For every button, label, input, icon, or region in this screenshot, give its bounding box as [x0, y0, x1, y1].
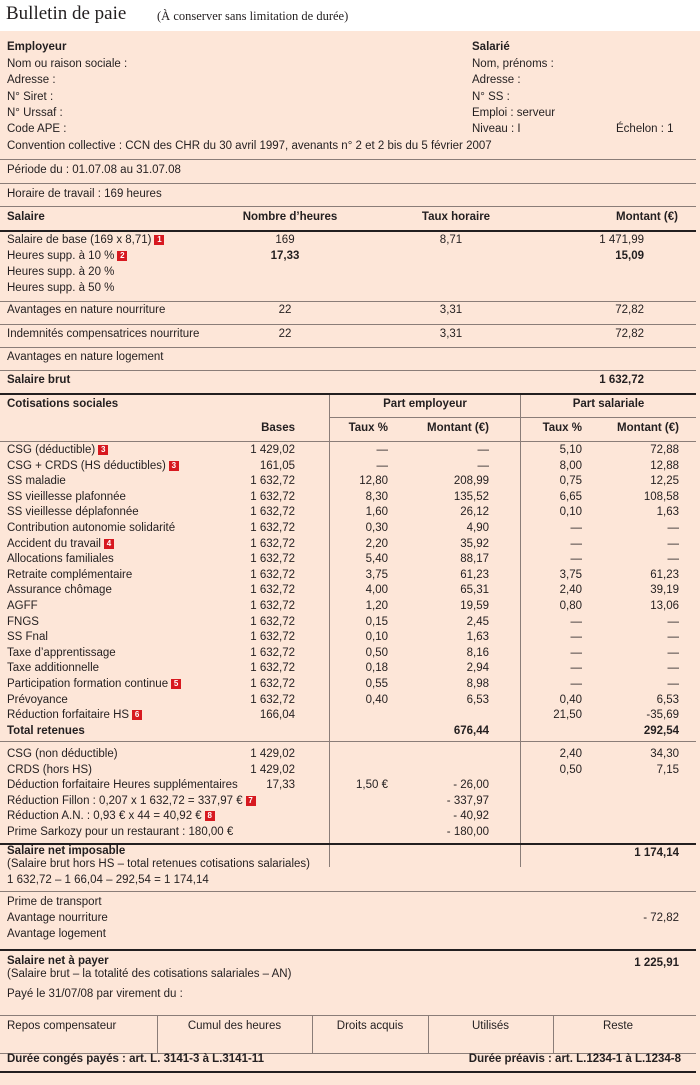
- avantage-logement: Avantage logement: [7, 928, 106, 940]
- cotisation-label-text: Participation formation continue: [7, 678, 169, 690]
- cotisation-row: [0, 678, 700, 694]
- footnote-badge-8: 8: [205, 811, 215, 821]
- employer-rate: —: [376, 444, 388, 456]
- page-title: Bulletin de paie: [6, 3, 127, 24]
- divider: [0, 206, 696, 207]
- employer-amount: 35,92: [460, 537, 489, 550]
- divider: [0, 347, 696, 348]
- cotisation-base: 1 632,72: [250, 662, 295, 675]
- page-subtitle: (À conserver sans limitation de durée): [157, 9, 349, 23]
- employer-rate: 0,18: [365, 662, 388, 675]
- convention-collective: Convention collective : CCN des CHR du 30 avril 1997, avenants n° 2 et 2 bis du 5 février 2007: [7, 140, 492, 152]
- total-employer: 676,44: [453, 725, 489, 737]
- employer-amount: 208,99: [453, 475, 489, 488]
- cotisation-base: 17,33: [266, 779, 295, 792]
- footnote-badge-5: 5: [171, 679, 181, 689]
- repos-label: Repos compensateur: [7, 1020, 117, 1032]
- employee-amount: —: [667, 631, 679, 644]
- nourriture-row: [0, 304, 700, 320]
- employee-rate: 0,50: [559, 763, 582, 776]
- cotisation-label-text: Allocations familiales: [7, 553, 114, 566]
- salaire-heading: Salaire: [7, 211, 45, 223]
- periode: Période du : 01.07.08 au 31.07.08: [7, 164, 181, 176]
- employee-rate: —: [570, 678, 582, 690]
- cotisation-label: [7, 569, 132, 581]
- cotisation-label-text: Contribution autonomie solidarité: [7, 522, 176, 534]
- net-payer-amount: 1 225,91: [634, 957, 679, 969]
- divider: [0, 741, 696, 742]
- cotisation-label-text: Taxe d’apprentissage: [7, 646, 116, 659]
- bases-heading: Bases: [261, 422, 295, 434]
- employee-rate: 21,50: [553, 709, 582, 722]
- employee-rate: —: [570, 631, 582, 644]
- cotisation-label-text: CSG (déductible): [7, 444, 96, 456]
- cotisation-label: [7, 616, 39, 628]
- salaire-label: [7, 282, 114, 294]
- divider: [0, 370, 696, 371]
- employee-amount: -35,69: [646, 709, 679, 722]
- employee-amount: —: [667, 615, 679, 628]
- cotisation-row: [0, 810, 700, 826]
- employee-rate: —: [570, 615, 582, 628]
- cotisation-label: [7, 748, 118, 760]
- cotisation-label-text: SS vieillesse plafonnée: [7, 490, 126, 503]
- employer-amount: 6,53: [466, 693, 489, 706]
- cotisation-base: 1 429,02: [250, 748, 295, 760]
- employee-amount: 108,58: [643, 490, 679, 503]
- salaire-label: [7, 266, 114, 278]
- employer-amount: 88,17: [460, 553, 489, 566]
- employer-rate: 0,50: [365, 646, 388, 659]
- footnote-badge-3: 3: [169, 461, 179, 471]
- employee-amount: 72,88: [650, 444, 679, 456]
- cotisation-label: [7, 810, 215, 822]
- salaire-row: [0, 266, 700, 282]
- cotisation-base: 1 632,72: [250, 600, 295, 612]
- employee-amount: —: [667, 522, 679, 534]
- employee-amount: 7,15: [656, 763, 679, 776]
- footnote-badge-6: 6: [132, 710, 142, 720]
- cotisation-row: [0, 616, 700, 632]
- cotisation-label-text: Réduction Fillon : 0,207 x 1 632,72 = 337,97 €: [7, 794, 243, 807]
- employee-job: Emploi : serveur: [472, 107, 556, 119]
- cotisation-label-text: Assurance chômage: [7, 584, 112, 597]
- cotisation-base: 1 632,72: [250, 615, 295, 628]
- employer-amount: 8,98: [466, 678, 489, 690]
- cotisation-base: 1 632,72: [250, 506, 295, 519]
- hours-heading: Nombre d’heures: [242, 211, 338, 223]
- repos-reste-heading: Reste: [602, 1020, 634, 1032]
- payslip-sheet: [0, 31, 700, 1085]
- cotisation-label-text: Retraite complémentaire: [7, 568, 133, 581]
- cotisation-base: 1 632,72: [250, 522, 295, 534]
- employer-amount: - 26,00: [453, 779, 489, 792]
- cotisation-label: [7, 522, 175, 534]
- brut-label: Salaire brut: [7, 374, 71, 386]
- employer-amount: 61,23: [460, 568, 489, 581]
- employer-amount: 2,94: [466, 662, 489, 675]
- total-employee: 292,54: [643, 725, 679, 737]
- employer-rate: 3,75: [365, 568, 388, 581]
- cotisation-row: [0, 795, 700, 811]
- cotisation-label: [7, 694, 68, 706]
- employee-rate: 2,40: [559, 748, 582, 760]
- employer-ape: Code APE :: [7, 123, 67, 135]
- employee-amount: 1,63: [656, 506, 679, 519]
- divider: [0, 1071, 696, 1073]
- salaire-hours: 17,33: [270, 250, 300, 262]
- employee-amount: —: [667, 537, 679, 550]
- footnote-badge-2: 2: [117, 251, 127, 261]
- employer-amount: - 180,00: [446, 826, 489, 838]
- indemnites-amount: 72,82: [615, 328, 644, 340]
- divider: [0, 949, 696, 951]
- salaire-row: [0, 250, 700, 266]
- cotisation-base: 1 632,72: [250, 631, 295, 644]
- divider: [0, 891, 696, 892]
- footnote-badge-4: 4: [104, 539, 114, 549]
- indemnites-label: Indemnités compensatrices nourriture: [7, 328, 200, 340]
- employee-rate: 0,80: [559, 600, 582, 612]
- salaire-amount: 1 471,99: [599, 234, 644, 246]
- cotisation-row: [0, 460, 700, 476]
- cotisation-row: [0, 826, 700, 842]
- repos-droits-heading: Droits acquis: [336, 1020, 404, 1032]
- cotisation-label: [7, 826, 233, 838]
- salaire-rate: 8,71: [439, 234, 463, 246]
- logement-label: Avantages en nature logement: [7, 351, 164, 363]
- employee-amount: 13,06: [650, 600, 679, 612]
- employer-amount: —: [477, 444, 489, 456]
- employee-rate: 2,40: [559, 584, 582, 597]
- repos-cumul-heading: Cumul des heures: [187, 1020, 282, 1032]
- salaire-label-text: Heures supp. à 50 %: [7, 282, 115, 294]
- employee-amount: —: [667, 646, 679, 659]
- cotisation-label: [7, 779, 238, 791]
- footnote-badge-3: 3: [98, 445, 108, 455]
- employee-amount: —: [667, 662, 679, 675]
- divider: [330, 417, 696, 418]
- employee-rate: 5,10: [559, 444, 582, 456]
- employee-heading: Salarié: [472, 41, 510, 53]
- cotisation-base: 1 429,02: [250, 444, 295, 456]
- employee-amount-heading: Montant (€): [617, 422, 679, 434]
- cotisation-label-text: SS vieillesse déplafonnée: [7, 506, 139, 519]
- cotisation-label-text: SS maladie: [7, 475, 66, 488]
- footnote-badge-7: 7: [246, 796, 256, 806]
- salaire-label: [7, 234, 164, 246]
- nourriture-amount: 72,82: [615, 304, 644, 316]
- cotisation-label: [7, 600, 38, 612]
- divider: [0, 393, 696, 395]
- cotisation-row: [0, 444, 700, 460]
- repos-utilises-heading: Utilisés: [471, 1020, 510, 1032]
- divider: [0, 441, 696, 442]
- prime-transport: Prime de transport: [7, 896, 102, 908]
- employer-name: Nom ou raison sociale :: [7, 58, 128, 70]
- employee-rate: 8,00: [559, 459, 582, 472]
- salaire-label-text: Heures supp. à 10 %: [7, 250, 115, 262]
- cotisation-row: [0, 506, 700, 522]
- employee-level: Niveau : I: [472, 123, 521, 135]
- employee-rate: 6,65: [559, 490, 582, 503]
- indemnites-rate: 3,31: [439, 328, 463, 340]
- employer-urssaf: N° Urssaf :: [7, 107, 63, 119]
- cotisation-label: [7, 460, 179, 472]
- cotisation-label-text: CSG (non déductible): [7, 748, 118, 760]
- cotisation-label-text: Réduction forfaitaire HS: [7, 709, 130, 722]
- cotisation-label: [7, 538, 114, 550]
- employer-rate: 0,40: [365, 693, 388, 706]
- employee-ss: N° SS :: [472, 91, 510, 103]
- cotisation-label-text: Déduction forfaitaire Heures supplémentaires: [7, 779, 238, 792]
- cotisation-label-text: Taxe additionnelle: [7, 662, 100, 675]
- avantage-nourriture: Avantage nourriture: [7, 912, 108, 924]
- divider: [0, 159, 696, 160]
- employer-amount: 19,59: [460, 600, 489, 612]
- nourriture-label: Avantages en nature nourriture: [7, 304, 166, 316]
- employer-amount: - 337,97: [446, 794, 489, 807]
- cotisation-row: [0, 779, 700, 795]
- nourriture-hours: 22: [278, 304, 292, 316]
- cotisation-label: [7, 491, 126, 503]
- salaire-hours: 169: [275, 234, 295, 246]
- employer-rate: 0,10: [365, 631, 388, 644]
- total-row: [0, 725, 700, 741]
- employer-amount: 4,90: [466, 522, 489, 534]
- cotisation-base: 1 632,72: [250, 553, 295, 566]
- employee-rate: —: [570, 522, 582, 534]
- cotisation-row: [0, 662, 700, 678]
- cotisation-label-text: Prévoyance: [7, 693, 68, 706]
- employee-rate: —: [570, 646, 582, 659]
- cotisation-label-text: CSG + CRDS (HS déductibles): [7, 459, 166, 472]
- employee-rate: —: [570, 553, 582, 566]
- cotisation-row: [0, 600, 700, 616]
- indemnites-hours: 22: [278, 328, 292, 340]
- cotisation-row: [0, 764, 700, 780]
- employee-amount: 12,88: [650, 459, 679, 472]
- employer-amount-heading: Montant (€): [427, 422, 489, 434]
- employee-address: Adresse :: [472, 74, 521, 86]
- brut-amount: 1 632,72: [599, 374, 644, 386]
- avantage-nourriture-amount: - 72,82: [643, 912, 679, 924]
- cotisation-label: [7, 444, 108, 456]
- employer-amount: 1,63: [466, 631, 489, 644]
- employer-rate: 0,30: [365, 522, 388, 534]
- divider: [0, 301, 696, 302]
- nourriture-rate: 3,31: [439, 304, 463, 316]
- amount-heading: Montant (€): [616, 211, 678, 223]
- employer-rate: 0,55: [365, 678, 388, 690]
- employee-rate: —: [570, 662, 582, 675]
- employer-rate-heading: Taux %: [348, 422, 388, 434]
- employer-rate: 12,80: [359, 475, 388, 488]
- employee-rate: 3,75: [559, 568, 582, 581]
- divider: [0, 1015, 696, 1016]
- employer-rate: 1,60: [365, 506, 388, 519]
- cotisation-row: [0, 631, 700, 647]
- cotisation-label: [7, 647, 116, 659]
- cotisation-base: 1 632,72: [250, 475, 295, 488]
- net-imposable-formula: (Salaire brut hors HS – total retenues cotisations salariales): [7, 858, 310, 870]
- brut-row: [0, 374, 700, 390]
- cotisation-label: [7, 795, 256, 807]
- employer-siret: N° Siret :: [7, 91, 54, 103]
- cotisation-base: 166,04: [259, 709, 295, 722]
- cotisation-base: 1 429,02: [250, 763, 295, 776]
- employee-rate: 0,75: [559, 475, 582, 488]
- part-employeur-heading: Part employeur: [383, 398, 467, 410]
- cotisation-label: [7, 475, 66, 487]
- logement-row: [0, 351, 700, 367]
- employer-amount: 8,16: [466, 646, 489, 659]
- employee-amount: 12,25: [650, 475, 679, 488]
- employer-rate: 2,20: [365, 537, 388, 550]
- employer-rate: 1,20: [365, 600, 388, 612]
- cotisation-label: [7, 553, 114, 565]
- cotisation-row: [0, 553, 700, 569]
- employer-amount: 26,12: [460, 506, 489, 519]
- divider: [0, 324, 696, 325]
- salaire-label-text: Heures supp. à 20 %: [7, 266, 115, 278]
- net-imposable-calc: 1 632,72 – 1 66,04 – 292,54 = 1 174,14: [7, 874, 209, 886]
- employer-amount: 135,52: [453, 490, 489, 503]
- cotisation-label: [7, 764, 92, 776]
- cotisation-label: [7, 678, 181, 690]
- cotisation-label-text: CRDS (hors HS): [7, 763, 92, 776]
- footnote-badge-1: 1: [154, 235, 164, 245]
- cotisation-label: [7, 631, 48, 643]
- cotisation-label-text: Réduction A.N. : 0,93 € x 44 = 40,92 €: [7, 810, 202, 823]
- employee-rate: 0,10: [559, 506, 582, 519]
- cotisation-base: 1 632,72: [250, 584, 295, 597]
- cotisation-label-text: Prime Sarkozy pour un restaurant : 180,00 €: [7, 826, 234, 838]
- horaire: Horaire de travail : 169 heures: [7, 188, 162, 200]
- cotisation-label-text: FNGS: [7, 615, 39, 628]
- cotisation-base: 1 632,72: [250, 678, 295, 690]
- employee-rate: 0,40: [559, 693, 582, 706]
- employee-rate: —: [570, 537, 582, 550]
- employer-rate: 4,00: [365, 584, 388, 597]
- employee-name: Nom, prénoms :: [472, 58, 554, 70]
- employee-amount: 34,30: [650, 748, 679, 760]
- cotisation-base: 161,05: [259, 459, 295, 472]
- net-imposable-label: Salaire net imposable: [7, 845, 126, 857]
- employer-rate: 0,15: [365, 615, 388, 628]
- cotisation-label: [7, 584, 112, 596]
- cotisation-row: [0, 522, 700, 538]
- employee-rate-heading: Taux %: [542, 422, 582, 434]
- employer-rate: 1,50 €: [356, 779, 388, 792]
- cotisation-label-text: SS Fnal: [7, 631, 48, 644]
- salaire-amount: 15,09: [615, 250, 644, 262]
- employee-echelon: Échelon : 1: [616, 123, 674, 135]
- employer-amount: 65,31: [460, 584, 489, 597]
- cotisation-row: [0, 538, 700, 554]
- cotisation-base: 1 632,72: [250, 490, 295, 503]
- employer-amount: —: [477, 459, 489, 472]
- employer-rate: —: [376, 459, 388, 472]
- cotisation-row: [0, 709, 700, 725]
- cotisation-base: 1 632,72: [250, 693, 295, 706]
- employer-address: Adresse :: [7, 74, 56, 86]
- employer-rate: 8,30: [365, 490, 388, 503]
- cotisation-label-text: AGFF: [7, 600, 38, 612]
- indemnites-row: [0, 328, 700, 344]
- divider: [0, 230, 696, 232]
- part-salariale-heading: Part salariale: [572, 398, 645, 410]
- footer-preavis: Durée préavis : art. L.1234-1 à L.1234-8: [468, 1053, 681, 1065]
- cotisation-base: 1 632,72: [250, 568, 295, 581]
- employer-amount: - 40,92: [453, 810, 489, 823]
- divider: [0, 183, 696, 184]
- employee-amount: 6,53: [656, 693, 679, 706]
- net-imposable-amount: 1 174,14: [634, 847, 679, 859]
- cotisation-label: [7, 662, 99, 674]
- cotisation-row: [0, 584, 700, 600]
- cotisations-heading: Cotisations sociales: [7, 398, 119, 410]
- employee-amount: 61,23: [650, 568, 679, 581]
- cotisation-row: [0, 569, 700, 585]
- cotisation-row: [0, 647, 700, 663]
- employer-heading: Employeur: [7, 41, 67, 53]
- employee-amount: —: [667, 553, 679, 566]
- employer-rate: 5,40: [365, 553, 388, 566]
- cotisation-label: [7, 709, 142, 721]
- salaire-row: [0, 282, 700, 298]
- total-label: Total retenues: [7, 725, 85, 737]
- cotisation-row: [0, 748, 700, 764]
- net-payer-formula: (Salaire brut – la totalité des cotisations salariales – AN): [7, 968, 292, 980]
- salaire-label: [7, 250, 127, 262]
- salaire-label-text: Salaire de base (169 x 8,71): [7, 234, 152, 246]
- payment-info: Payé le 31/07/08 par virement du :: [7, 988, 183, 1000]
- cotisation-base: 1 632,72: [250, 646, 295, 659]
- footer-conges: Durée congés payés : art. L. 3141-3 à L.3141-11: [7, 1053, 264, 1065]
- cotisation-label: [7, 506, 139, 518]
- employer-amount: 2,45: [466, 615, 489, 628]
- salaire-row: [0, 234, 700, 250]
- employee-amount: 39,19: [650, 584, 679, 597]
- cotisation-row: [0, 694, 700, 710]
- cotisation-base: 1 632,72: [250, 537, 295, 550]
- title-bar: [0, 0, 700, 30]
- cotisation-row: [0, 475, 700, 491]
- cotisation-label-text: Accident du travail: [7, 537, 101, 550]
- net-payer-label: Salaire net à payer: [7, 955, 109, 967]
- rate-heading: Taux horaire: [421, 211, 491, 223]
- employee-amount: —: [667, 678, 679, 690]
- cotisation-row: [0, 491, 700, 507]
